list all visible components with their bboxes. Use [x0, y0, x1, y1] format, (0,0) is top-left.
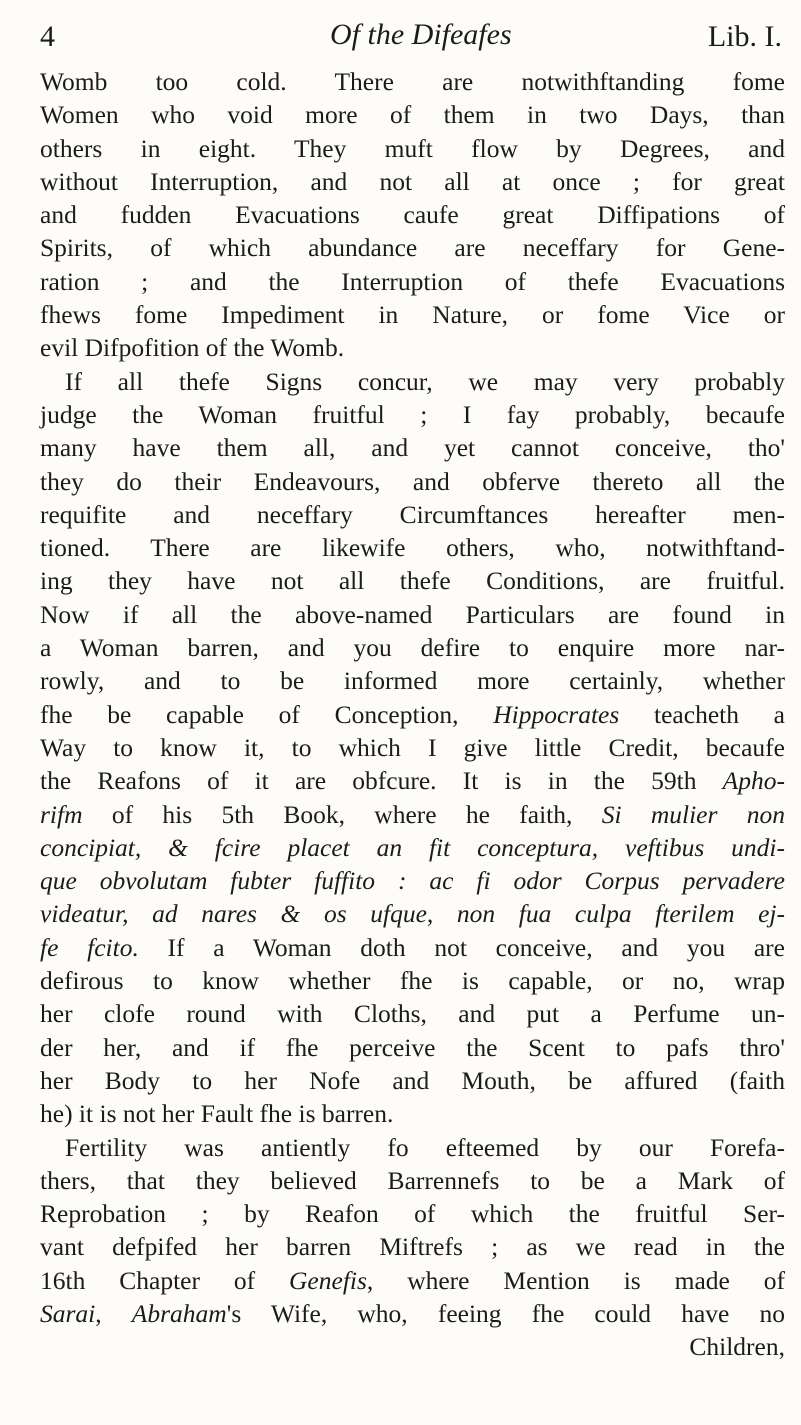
text-line	[40, 664, 785, 697]
text-run: of his 5th Book, where he faith,	[82, 799, 602, 829]
text-run: videatur, ad nares & os ufque, non fua culpa fterilem ej-	[40, 899, 785, 929]
text-run: Now if all the above-named Particulars are found in	[40, 599, 785, 629]
text-run: rifm	[40, 799, 83, 829]
text-run: Womb too cold. There are notwithftanding fome	[40, 67, 785, 96]
text-line	[40, 198, 785, 231]
text-run: Fertility was antiently fo efteemed by our Forefa-	[65, 1132, 785, 1162]
text-run: If a Woman doth not conceive, and you are	[138, 932, 785, 962]
text-run: Apho-	[722, 766, 785, 796]
text-run: they do their Endeavours, and obferve thereto all the	[40, 466, 785, 496]
text-run: Si mulier non	[601, 799, 785, 829]
text-run: Abraham	[131, 1298, 227, 1328]
text-run: Children,	[689, 1332, 785, 1362]
text-run: her Body to her Nofe and Mouth, be affured (faith	[40, 1065, 785, 1095]
text-run: evil Difpofition of the Womb.	[40, 333, 345, 363]
text-run: ,	[95, 1298, 132, 1328]
text-line	[40, 431, 785, 464]
text-line	[40, 265, 785, 298]
text-line	[40, 964, 785, 997]
text-run: and fudden Evacuations caufe great Diffipations of	[40, 200, 785, 230]
text-run: Spirits, of which abundance are neceffary for Gene-	[40, 233, 785, 263]
text-run: Reprobation ; by Reafon of which the fruitful Ser-	[40, 1199, 785, 1229]
text-line	[40, 1264, 785, 1297]
text-run: 16th Chapter of	[40, 1265, 290, 1295]
text-run: defirous to know whether fhe is capable, or no, wrap	[40, 966, 785, 996]
text-line	[40, 598, 785, 631]
text-line	[40, 465, 785, 498]
text-run: , where Mention is made of	[366, 1265, 785, 1295]
text-run: requifite and neceffary Circumftances hereafter men-	[40, 499, 785, 529]
text-run: fhews fome Impediment in Nature, or fome Vice or	[40, 300, 785, 330]
page-number: 4	[40, 20, 55, 53]
text-line	[40, 631, 785, 664]
text-run: que obvolutam fubter fuffito : ac fi odor Corpus pervadere	[40, 866, 785, 896]
text-line	[40, 731, 785, 764]
text-line	[40, 398, 785, 431]
text-run: tioned. There are likewife others, who, notwithftand-	[40, 533, 785, 563]
text-line	[40, 98, 785, 131]
text-line	[40, 1131, 785, 1164]
book-number: Lib. I.	[707, 20, 782, 53]
text-line	[40, 897, 785, 930]
text-line	[40, 831, 785, 864]
text-run: Genefis	[289, 1265, 367, 1295]
text-run: many have them all, and yet cannot conceive, tho'	[40, 433, 785, 463]
text-run: judge the Woman fruitful ; I fay probably, becaufe	[40, 399, 785, 429]
text-line	[40, 1064, 785, 1097]
text-line	[40, 498, 785, 531]
text-run: Women who void more of them in two Days, than	[40, 100, 785, 130]
text-run: others in eight. They muft flow by Degrees, and	[40, 133, 785, 163]
text-line	[40, 1297, 785, 1330]
text-run: concipiat, & fcire placet an fit conceptura, veftibus undi-	[40, 832, 785, 862]
text-line	[40, 165, 785, 198]
text-run: ing they have not all thefe Conditions, are fruitful.	[40, 566, 785, 596]
text-line	[40, 698, 785, 731]
text-run: the Reafons of it are obfcure. It is in the 59th	[40, 766, 723, 796]
text-run: he) it is not her Fault fhe is barren.	[40, 1099, 394, 1129]
text-line	[40, 65, 785, 98]
text-line	[40, 764, 785, 797]
text-line	[40, 331, 785, 364]
text-line	[40, 531, 785, 564]
text-line	[40, 1097, 785, 1130]
text-run: If all thefe Signs concur, we may very probably	[65, 366, 785, 396]
text-line	[40, 1031, 785, 1064]
text-line	[40, 365, 785, 398]
text-line	[40, 864, 785, 897]
text-line	[40, 1230, 785, 1263]
text-run: teacheth a	[619, 699, 785, 729]
text-line	[40, 931, 785, 964]
text-run: thers, that they believed Barrennefs to be a Mark of	[40, 1165, 785, 1195]
text-run: a Woman barren, and you defire to enquire more nar-	[40, 633, 785, 663]
text-line	[40, 298, 785, 331]
text-line	[40, 1330, 785, 1363]
text-run: ration ; and the Interruption of thefe Evacuations	[40, 266, 785, 296]
text-line	[40, 1197, 785, 1230]
text-run: Way to know it, to which I give little Credit, becaufe	[40, 732, 785, 762]
text-line	[40, 231, 785, 264]
text-line	[40, 1164, 785, 1197]
running-header	[40, 12, 782, 62]
text-run: 's Wife, who, feeing fhe could have no	[226, 1298, 785, 1328]
text-run: fhe be capable of Conception,	[40, 699, 494, 729]
text-run: vant defpifed her barren Miftrefs ; as we read in the	[40, 1232, 785, 1262]
body-text	[40, 65, 785, 1364]
text-run: Sarai	[40, 1298, 96, 1328]
text-line	[40, 132, 785, 165]
text-line	[40, 564, 785, 597]
text-run: without Interruption, and not all at once ; for great	[40, 166, 785, 196]
text-run: fe fcito.	[40, 932, 139, 962]
running-title: Of the Difeafes	[330, 18, 512, 51]
text-run: rowly, and to be informed more certainly, whether	[40, 666, 785, 696]
text-line	[40, 997, 785, 1030]
text-run: Hippocrates	[493, 699, 620, 729]
text-line	[40, 798, 785, 831]
text-run: her clofe round with Cloths, and put a Perfume un-	[40, 999, 785, 1029]
text-run: der her, and if fhe perceive the Scent to pafs thro'	[40, 1032, 785, 1062]
